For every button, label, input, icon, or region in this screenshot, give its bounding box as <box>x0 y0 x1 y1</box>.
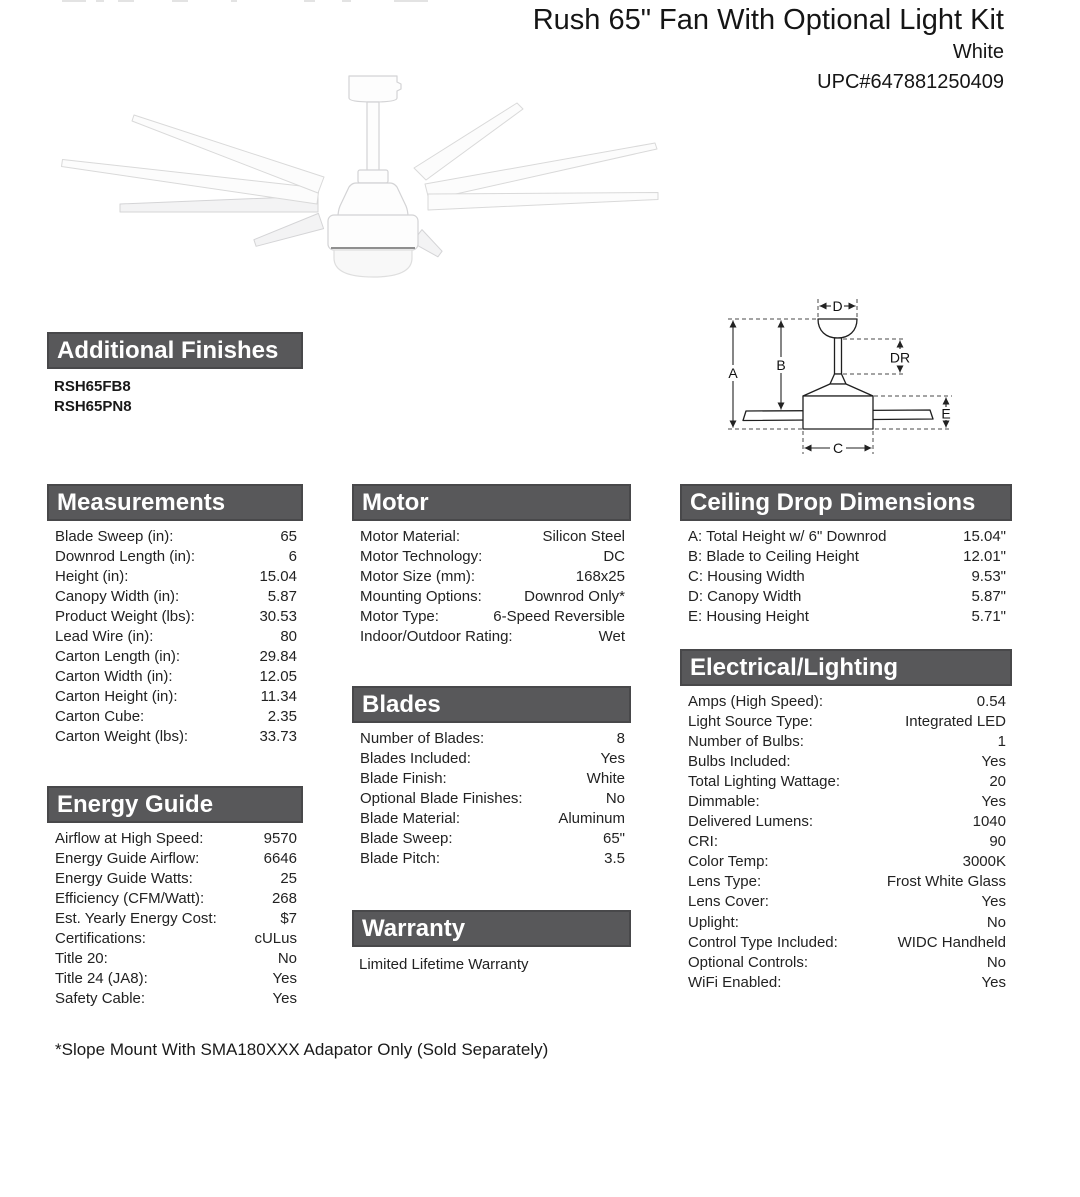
spec-row <box>47 566 303 586</box>
spec-row <box>47 546 303 566</box>
spec-label: Lens Cover: <box>688 893 769 911</box>
spec-label: Title 20: <box>55 950 108 968</box>
warranty-text: Limited Lifetime Warranty <box>359 956 529 973</box>
section-header <box>352 686 631 723</box>
spec-value: 15.04" <box>963 527 1006 545</box>
spec-label: WiFi Enabled: <box>688 973 782 991</box>
spec-label: Efficiency (CFM/Watt): <box>55 889 205 907</box>
spec-value: 268 <box>271 889 297 907</box>
blades-section <box>352 686 631 869</box>
spec-label: Color Temp: <box>688 853 769 871</box>
spec-label: Safety Cable: <box>55 990 146 1008</box>
dim-label-b: B <box>776 357 786 373</box>
spec-value: 3.5 <box>604 850 625 868</box>
spec-value: No <box>277 950 297 968</box>
spec-label: Motor Type: <box>360 607 439 625</box>
spec-value: 1 <box>997 732 1006 750</box>
spec-value: 12.05 <box>259 668 297 686</box>
spec-label: Motor Technology: <box>360 547 483 565</box>
finish-item: RSH65PN8 <box>54 397 132 415</box>
spec-value: 1040 <box>972 813 1006 831</box>
section-title: Ceiling Drop Dimensions <box>690 488 976 516</box>
fan-motor-housing <box>338 183 408 217</box>
spec-row <box>680 751 1012 771</box>
section-title: Measurements <box>57 488 226 516</box>
spec-label: Carton Weight (lbs): <box>55 728 189 746</box>
spec-value: 25 <box>280 869 297 887</box>
diagram-motor-housing <box>803 396 873 429</box>
spec-label: Control Type Included: <box>688 933 838 951</box>
spec-label: A: Total Height w/ 6" Downrod <box>688 527 887 545</box>
spec-label: Certifications: <box>55 930 146 948</box>
product-upc: UPC#647881250409 <box>817 71 1004 93</box>
spec-value: 3000K <box>962 853 1006 871</box>
dim-label-e: E <box>941 405 951 422</box>
spec-row <box>680 791 1012 811</box>
spec-label: D: Canopy Width <box>688 587 802 605</box>
spec-label: Blades Included: <box>360 749 471 767</box>
spec-row <box>680 566 1012 586</box>
spec-label: Uplight: <box>688 913 739 931</box>
spec-row <box>680 526 1012 546</box>
spec-row <box>47 526 303 546</box>
spec-value: No <box>986 953 1006 971</box>
spec-value: WIDC Handheld <box>897 933 1006 951</box>
spec-row <box>352 566 631 586</box>
electrical-lighting-section <box>680 649 1012 992</box>
fan-blade <box>414 103 523 180</box>
spec-value: Wet <box>598 628 625 646</box>
fan-product-photo <box>50 58 670 295</box>
spec-row <box>47 586 303 606</box>
spec-value: Yes <box>981 973 1006 991</box>
spec-row <box>680 912 1012 932</box>
spec-row <box>680 731 1012 751</box>
spec-label: Canopy Width (in): <box>55 587 180 605</box>
spec-value: Yes <box>981 793 1006 811</box>
spec-value: 8 <box>616 729 625 747</box>
electrical-rows <box>680 691 1012 992</box>
spec-label: Product Weight (lbs): <box>55 607 195 625</box>
spec-value: 11.34 <box>260 688 297 706</box>
dim-label-a: A <box>728 365 738 381</box>
spec-row <box>47 626 303 646</box>
spec-label: Bulbs Included: <box>688 752 791 770</box>
spec-value: No <box>605 789 625 807</box>
spec-row <box>680 892 1012 912</box>
spec-value: 2.35 <box>267 708 297 726</box>
measurements-rows <box>47 526 303 747</box>
spec-value: Yes <box>272 970 297 988</box>
spec-row <box>352 768 631 788</box>
spec-value: Downrod Only* <box>524 587 625 605</box>
spec-value: Silicon Steel <box>542 527 625 545</box>
section-title: Electrical/Lighting <box>690 653 899 681</box>
spec-row <box>680 546 1012 566</box>
section-title: Additional Finishes <box>57 336 279 364</box>
spec-row <box>680 872 1012 892</box>
spec-value: 168x25 <box>575 567 625 585</box>
spec-value: 65 <box>280 527 297 545</box>
spec-row <box>352 586 631 606</box>
spec-label: Energy Guide Airflow: <box>55 849 200 867</box>
spec-row <box>352 626 631 646</box>
spec-row <box>352 828 631 848</box>
spec-label: Blade Material: <box>360 809 461 827</box>
spec-row <box>47 949 303 969</box>
spec-label: Height (in): <box>55 567 129 585</box>
spec-row <box>680 812 1012 832</box>
dim-label-c: C <box>832 440 844 456</box>
spec-row <box>680 832 1012 852</box>
spec-value: 9.53" <box>971 567 1006 585</box>
spec-row <box>680 852 1012 872</box>
finish-list <box>47 377 303 416</box>
spec-label: E: Housing Height <box>688 607 809 625</box>
spec-row <box>47 908 303 928</box>
section-header <box>352 484 631 521</box>
spec-value: 80 <box>280 628 297 646</box>
spec-row <box>47 647 303 667</box>
spec-value: 29.84 <box>259 648 297 666</box>
spec-value: 30.53 <box>259 607 297 625</box>
spec-row <box>47 888 303 908</box>
dim-label-dr: DR <box>889 349 911 366</box>
spec-label: Blade Finish: <box>360 769 447 787</box>
spec-value: 6 <box>288 547 297 565</box>
diagram-canopy <box>818 319 857 338</box>
spec-label: Motor Size (mm): <box>360 567 476 585</box>
spec-label: Est. Yearly Energy Cost: <box>55 909 217 927</box>
spec-label: B: Blade to Ceiling Height <box>688 547 859 565</box>
spec-row <box>352 606 631 626</box>
spec-value: 6646 <box>263 849 297 867</box>
energy-guide-rows <box>47 828 303 1009</box>
spec-value: $7 <box>280 909 297 927</box>
spec-label: Amps (High Speed): <box>688 692 824 710</box>
spec-value: Yes <box>272 990 297 1008</box>
spec-row <box>47 667 303 687</box>
spec-row <box>352 808 631 828</box>
spec-value: 6-Speed Reversible <box>493 607 625 625</box>
spec-value: 9570 <box>263 829 297 847</box>
spec-row <box>47 848 303 868</box>
motor-rows <box>352 526 631 647</box>
spec-value: 20 <box>989 772 1006 790</box>
spec-value: 5.87" <box>971 587 1006 605</box>
section-header <box>47 332 303 369</box>
spec-row <box>352 748 631 768</box>
spec-row <box>47 727 303 747</box>
section-header <box>47 786 303 823</box>
spec-label: Blade Sweep: <box>360 830 453 848</box>
spec-label: Lens Type: <box>688 873 762 891</box>
fan-downrod <box>367 102 379 172</box>
spec-label: Number of Blades: <box>360 729 485 747</box>
spec-row <box>680 952 1012 972</box>
slope-mount-footnote: *Slope Mount With SMA180XXX Adapator Only (Sold Separately) <box>55 1040 549 1059</box>
spec-value: 5.87 <box>267 587 297 605</box>
spec-label: Number of Bulbs: <box>688 732 804 750</box>
fan-canopy <box>349 76 401 102</box>
section-title: Warranty <box>362 914 466 942</box>
spec-label: Light Source Type: <box>688 712 813 730</box>
section-title: Motor <box>362 488 429 516</box>
spec-row <box>352 788 631 808</box>
spec-value: Integrated LED <box>905 712 1006 730</box>
spec-label: Optional Blade Finishes: <box>360 789 523 807</box>
spec-row <box>680 586 1012 606</box>
spec-row <box>352 526 631 546</box>
spec-row <box>680 711 1012 731</box>
spec-label: Carton Cube: <box>55 708 145 726</box>
fan-collar <box>358 170 388 183</box>
spec-label: Title 24 (JA8): <box>55 970 148 988</box>
spec-row <box>47 707 303 727</box>
spec-value: Frost White Glass <box>886 873 1006 891</box>
product-title: Rush 65" Fan With Optional Light Kit <box>532 4 1004 36</box>
spec-value: 12.01" <box>963 547 1006 565</box>
spec-label: Delivered Lumens: <box>688 813 814 831</box>
spec-row <box>680 972 1012 992</box>
spec-row <box>352 849 631 869</box>
spec-row <box>352 546 631 566</box>
spec-label: Energy Guide Watts: <box>55 869 193 887</box>
spec-value: 90 <box>989 833 1006 851</box>
spec-label: Carton Width (in): <box>55 668 173 686</box>
spec-label: CRI: <box>688 833 718 851</box>
fan-blade <box>428 193 658 211</box>
fan-light-lens <box>334 250 412 277</box>
spec-row <box>47 606 303 626</box>
measurements-section <box>47 484 303 747</box>
ceiling-drop-section <box>680 484 1012 626</box>
spec-row <box>680 606 1012 626</box>
spec-value: Yes <box>600 749 625 767</box>
blades-rows <box>352 728 631 869</box>
spec-value: Yes <box>981 752 1006 770</box>
spec-value: 0.54 <box>976 692 1006 710</box>
energy-guide-section <box>47 786 303 1009</box>
fan-motor-body <box>328 215 418 250</box>
spec-label: C: Housing Width <box>688 567 805 585</box>
spec-label: Blade Pitch: <box>360 850 441 868</box>
spec-row <box>47 928 303 948</box>
spec-value: White <box>586 769 625 787</box>
diagram-downrod <box>835 338 842 374</box>
section-title: Energy Guide <box>57 790 214 818</box>
ceiling-drop-rows <box>680 526 1012 626</box>
section-header <box>352 910 631 947</box>
section-title: Blades <box>362 690 441 718</box>
warranty-section <box>352 910 631 973</box>
spec-row <box>680 691 1012 711</box>
ceiling-drop-diagram <box>700 285 980 465</box>
motor-section <box>352 484 631 647</box>
spec-label: Dimmable: <box>688 793 760 811</box>
spec-row <box>47 989 303 1009</box>
spec-label: Motor Material: <box>360 527 461 545</box>
spec-value: cULus <box>254 930 297 948</box>
spec-value: 5.71" <box>971 607 1006 625</box>
spec-row <box>352 728 631 748</box>
diagram-downrod-flare <box>830 374 846 384</box>
spec-row <box>47 687 303 707</box>
spec-value: Aluminum <box>558 809 625 827</box>
spec-row <box>47 828 303 848</box>
spec-label: Downrod Length (in): <box>55 547 196 565</box>
spec-value: Yes <box>981 893 1006 911</box>
additional-finishes-section <box>47 332 303 416</box>
spec-label: Carton Length (in): <box>55 648 181 666</box>
spec-row <box>680 932 1012 952</box>
spec-label: Mounting Options: <box>360 587 482 605</box>
spec-value: 33.73 <box>259 728 297 746</box>
spec-label: Total Lighting Wattage: <box>688 772 841 790</box>
spec-row <box>47 868 303 888</box>
spec-value: DC <box>603 547 625 565</box>
finish-item: RSH65FB8 <box>54 378 131 395</box>
spec-label: Carton Height (in): <box>55 688 178 706</box>
dim-label-d: D <box>832 298 843 314</box>
spec-label: Optional Controls: <box>688 953 809 971</box>
spec-value: 65" <box>602 830 625 848</box>
section-header <box>47 484 303 521</box>
spec-label: Blade Sweep (in): <box>55 527 174 545</box>
spec-label: Airflow at High Speed: <box>55 829 204 847</box>
spec-value: 15.04 <box>259 567 297 585</box>
fan-blade <box>254 213 324 246</box>
product-finish: White <box>952 41 1004 63</box>
diagram-motor-cone <box>803 384 873 396</box>
section-header <box>680 649 1012 686</box>
spec-row <box>47 969 303 989</box>
spec-label: Indoor/Outdoor Rating: <box>360 628 513 646</box>
spec-label: Lead Wire (in): <box>55 628 154 646</box>
spec-row <box>680 771 1012 791</box>
spec-value: No <box>986 913 1006 931</box>
section-header <box>680 484 1012 521</box>
